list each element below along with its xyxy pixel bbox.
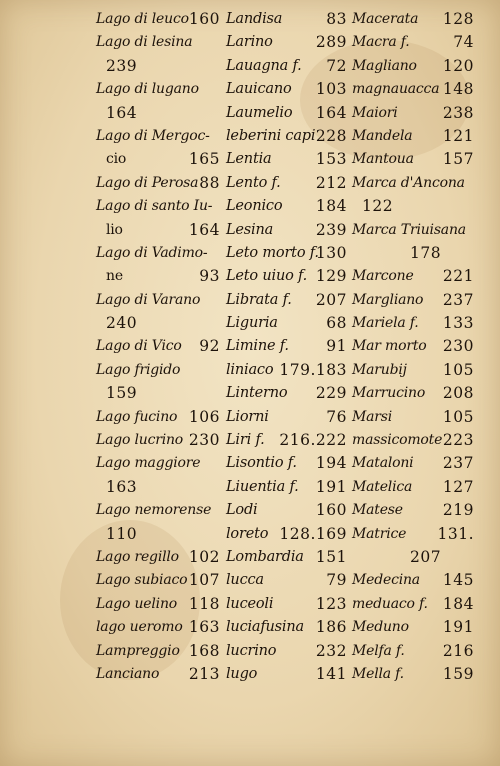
entry-page-number: 153 [315, 150, 347, 169]
entry-page-number: 159 [106, 384, 138, 403]
index-entry [96, 55, 220, 78]
entry-term: Lodi [226, 502, 258, 519]
index-entry [352, 195, 474, 218]
entry-term: Macra f. [352, 34, 410, 51]
entry-term: Leto uiuo f. [226, 268, 308, 285]
entry-page-number: 91 [326, 337, 347, 356]
entry-term: Lago di lugano [96, 81, 199, 98]
entry-term: Lago maggiore [96, 455, 201, 472]
index-entry [226, 640, 347, 663]
index-entry [96, 31, 220, 54]
entry-term: Lago di Vadimo- [96, 244, 208, 261]
entry-page-number: 118 [188, 594, 220, 613]
index-entry [96, 312, 220, 335]
entry-term: Limine f. [226, 338, 289, 355]
index-entry [96, 148, 220, 171]
entry-page-number: 105 [442, 407, 474, 426]
entry-page-number: 148 [442, 80, 474, 99]
index-entry [96, 499, 220, 522]
entry-term: Mella f. [352, 665, 404, 682]
entry-term: Marrucino [352, 385, 426, 402]
index-entry [226, 265, 347, 288]
entry-term: Lago di Vico [96, 338, 182, 355]
index-entry [352, 616, 474, 639]
entry-term: magnauacca [352, 81, 440, 98]
entry-page-number: 184 [315, 197, 347, 216]
entry-page-number: 121 [442, 126, 474, 145]
index-entry [352, 125, 474, 148]
entry-term: Marsi [352, 408, 393, 425]
entry-term: loreto [226, 525, 269, 542]
entry-term: Lago di santo Iu- [96, 198, 213, 215]
index-entry [352, 265, 474, 288]
index-entry [226, 569, 347, 592]
entry-term: Laumelio [226, 104, 293, 121]
entry-term: ne [106, 268, 123, 285]
entry-page-number: 179.183 [279, 360, 347, 379]
entry-page-number: 92 [199, 337, 220, 356]
index-column-3 [352, 8, 474, 686]
entry-page-number: 157 [442, 150, 474, 169]
entry-term: lucrino [226, 642, 277, 659]
index-entry [226, 452, 347, 475]
entry-term: Lago regillo [96, 548, 179, 565]
index-entry [352, 569, 474, 592]
entry-page-number: 68 [326, 314, 347, 333]
entry-page-number: 221 [442, 267, 474, 286]
entry-term: Meduno [352, 619, 409, 636]
entry-term: Medecina [352, 572, 420, 589]
index-entry [226, 219, 347, 242]
index-entry [226, 125, 347, 148]
entry-page-number: 228 [315, 126, 347, 145]
index-entry [226, 195, 347, 218]
index-entry [96, 359, 220, 382]
entry-page-number: 194 [315, 454, 347, 473]
index-entry [352, 55, 474, 78]
entry-term: Lago di leuco [96, 11, 189, 27]
entry-term: lucca [226, 572, 264, 589]
index-entry [96, 406, 220, 429]
index-entry [352, 289, 474, 312]
entry-page-number: 160 [188, 10, 220, 28]
index-entry [352, 8, 474, 31]
entry-page-number: 184 [442, 594, 474, 613]
index-entry [96, 78, 220, 101]
entry-term: Lago di Mergoc- [96, 127, 210, 144]
entry-page-number: 93 [199, 267, 220, 286]
index-entry [96, 663, 220, 686]
entry-page-number: 102 [188, 547, 220, 566]
entry-page-number: 219 [442, 501, 474, 520]
entry-term: Marca Triuisana [352, 221, 466, 238]
index-entry [352, 359, 474, 382]
entry-page-number: 164 [106, 103, 138, 122]
entry-term: Maiori [352, 104, 398, 121]
entry-term: lugo [226, 665, 258, 682]
index-entry [352, 219, 474, 242]
entry-term: Lampreggio [96, 642, 180, 659]
entry-term: luciafusina [226, 619, 304, 636]
index-entry [352, 640, 474, 663]
entry-term: Lauagna f. [226, 57, 302, 74]
index-entry [96, 8, 220, 31]
index-entry [96, 289, 220, 312]
entry-page-number: 239 [106, 56, 138, 75]
entry-page-number: 178 [410, 243, 442, 262]
entry-term: Landisa [226, 11, 283, 27]
entry-page-number: 145 [442, 571, 474, 590]
entry-term: Matese [352, 502, 403, 519]
entry-page-number: 207 [410, 547, 442, 566]
index-entry [96, 640, 220, 663]
entry-page-number: 127 [442, 477, 474, 496]
entry-term: Lago nemorense [96, 502, 212, 519]
entry-term: luceoli [226, 595, 274, 612]
entry-term: meduaco f. [352, 595, 428, 612]
index-entry [226, 148, 347, 171]
entry-term: lio [106, 221, 123, 238]
entry-page-number: 105 [442, 360, 474, 379]
entry-page-number: 237 [442, 454, 474, 473]
index-entry [96, 546, 220, 569]
entry-page-number: 122 [362, 197, 394, 216]
index-entry [96, 382, 220, 405]
index-entry [226, 499, 347, 522]
entry-term: Marubij [352, 361, 407, 378]
index-entry [352, 476, 474, 499]
index-entry [352, 452, 474, 475]
entry-page-number: 165 [188, 150, 220, 169]
index-entry [226, 312, 347, 335]
index-entry [352, 429, 474, 452]
entry-page-number: 160 [315, 501, 347, 520]
index-entry [96, 195, 220, 218]
entry-page-number: 164 [315, 103, 347, 122]
entry-term: Linterno [226, 385, 288, 402]
index-entry [352, 593, 474, 616]
index-entry [96, 125, 220, 148]
entry-page-number: 76 [326, 407, 347, 426]
entry-page-number: 191 [315, 477, 347, 496]
entry-term: Lago di lesina [96, 34, 193, 51]
index-entry [226, 55, 347, 78]
index-entry [226, 476, 347, 499]
entry-term: Lago uelino [96, 595, 177, 612]
entry-page-number: 120 [442, 56, 474, 75]
index-entry [352, 546, 474, 569]
index-entry [226, 546, 347, 569]
index-entry [96, 242, 220, 265]
index-column-2 [226, 8, 347, 686]
index-entry [96, 569, 220, 592]
entry-term: Leto morto f. [226, 244, 319, 261]
entry-term: Lago lucrino [96, 432, 184, 449]
entry-term: Magliano [352, 57, 417, 74]
entry-term: Liri f. [226, 432, 265, 449]
entry-term: Lago subiaco [96, 572, 188, 589]
entry-page-number: 163 [106, 477, 138, 496]
index-entry [226, 359, 347, 382]
entry-page-number: 239 [315, 220, 347, 239]
index-entry [352, 78, 474, 101]
entry-term: liniaco [226, 361, 274, 378]
index-entry [352, 31, 474, 54]
entry-page-number: 240 [106, 314, 138, 333]
entry-term: Lesina [226, 221, 274, 238]
entry-page-number: 186 [315, 618, 347, 637]
index-entry [96, 452, 220, 475]
entry-term: Matelica [352, 478, 413, 495]
entry-term: Lago di Perosa [96, 174, 199, 191]
index-entry [96, 219, 220, 242]
entry-page-number: 230 [188, 431, 220, 450]
index-entry [226, 616, 347, 639]
index-entry [226, 382, 347, 405]
index-column-1 [96, 8, 220, 686]
entry-term: Lentia [226, 151, 272, 168]
entry-page-number: 238 [442, 103, 474, 122]
entry-term: Lisontio f. [226, 455, 297, 472]
entry-page-number: 159 [442, 664, 474, 683]
entry-term: Liorni [226, 408, 269, 425]
entry-page-number: 141 [315, 664, 347, 683]
entry-page-number: 74 [453, 33, 474, 52]
entry-page-number: 128 [442, 10, 474, 28]
index-entry [226, 8, 347, 31]
entry-page-number: 130 [315, 243, 347, 262]
entry-page-number: 88 [199, 173, 220, 192]
entry-term: Lago frigido [96, 361, 181, 378]
entry-term: Marca d'Ancona [352, 174, 465, 191]
index-entry [96, 335, 220, 358]
entry-page-number: 212 [315, 173, 347, 192]
entry-page-number: 223 [442, 431, 474, 450]
entry-term: Mataloni [352, 455, 414, 472]
entry-page-number: 237 [442, 290, 474, 309]
entry-page-number: 123 [315, 594, 347, 613]
index-entry [96, 593, 220, 616]
entry-term: leberini capi [226, 127, 316, 144]
index-entry [352, 406, 474, 429]
index-entry [96, 429, 220, 452]
entry-page-number: 79 [326, 571, 347, 590]
entry-term: Melfa f. [352, 642, 405, 659]
index-entry [226, 242, 347, 265]
entry-term: lago ueromo [96, 619, 183, 636]
index-entry [226, 429, 347, 452]
entry-term: Larino [226, 34, 273, 51]
entry-term: Lombardia [226, 548, 304, 565]
index-entry [226, 593, 347, 616]
index-entry [96, 523, 220, 546]
index-entry [96, 616, 220, 639]
entry-page-number: 232 [315, 641, 347, 660]
entry-page-number: 133 [442, 314, 474, 333]
index-entry [96, 172, 220, 195]
entry-page-number: 213 [188, 664, 220, 683]
entry-term: Mar morto [352, 338, 427, 355]
entry-page-number: 289 [315, 33, 347, 52]
entry-term: Matrice [352, 525, 407, 542]
index-entry [352, 523, 474, 546]
entry-page-number: 128.169 [279, 524, 347, 543]
entry-term: Liguria [226, 315, 278, 332]
entry-term: Lento f. [226, 174, 281, 191]
entry-page-number: 107 [188, 571, 220, 590]
entry-term: Marcone [352, 268, 414, 285]
entry-page-number: 72 [326, 56, 347, 75]
entry-page-number: 168 [188, 641, 220, 660]
entry-page-number: 229 [315, 384, 347, 403]
entry-page-number: 216.222 [279, 431, 347, 450]
entry-page-number: 164 [188, 220, 220, 239]
index-entry [352, 335, 474, 358]
entry-page-number: 163 [188, 618, 220, 637]
entry-page-number: 207 [315, 290, 347, 309]
entry-page-number: 103 [315, 80, 347, 99]
index-entry [352, 172, 474, 195]
index-entry [96, 265, 220, 288]
index-entry [352, 242, 474, 265]
entry-page-number: 131. [437, 524, 474, 543]
entry-term: Lauicano [226, 81, 292, 98]
index-entry [226, 523, 347, 546]
index-entry [352, 312, 474, 335]
index-entry [226, 406, 347, 429]
index-entry [352, 499, 474, 522]
entry-term: Lago fucino [96, 408, 178, 425]
entry-term: cio [106, 151, 127, 168]
index-entry [352, 102, 474, 125]
index-entry [226, 102, 347, 125]
index-entry [226, 289, 347, 312]
entry-term: Mariela f. [352, 315, 419, 332]
index-entry [96, 102, 220, 125]
entry-term: Macerata [352, 11, 419, 27]
entry-page-number: 129 [315, 267, 347, 286]
entry-term: Margliano [352, 291, 424, 308]
entry-page-number: 191 [442, 618, 474, 637]
index-entry [352, 148, 474, 171]
entry-page-number: 208 [442, 384, 474, 403]
entry-term: Leonico [226, 198, 283, 215]
index-entry [352, 382, 474, 405]
index-entry [226, 31, 347, 54]
index-entry [96, 476, 220, 499]
index-entry [226, 172, 347, 195]
entry-term: Liuentia f. [226, 478, 299, 495]
index-entry [226, 78, 347, 101]
entry-page-number: 110 [106, 524, 138, 543]
entry-page-number: 83 [326, 10, 347, 28]
entry-page-number: 216 [442, 641, 474, 660]
entry-page-number: 230 [442, 337, 474, 356]
entry-term: Mandela [352, 127, 413, 144]
entry-page-number: 106 [188, 407, 220, 426]
entry-term: Librata f. [226, 291, 292, 308]
entry-page-number: 151 [315, 547, 347, 566]
entry-term: massicomote [352, 432, 443, 449]
index-entry [226, 663, 347, 686]
index-entry [226, 335, 347, 358]
index-entry [352, 663, 474, 686]
entry-term: Mantoua [352, 151, 414, 168]
entry-term: Lanciano [96, 665, 160, 682]
entry-term: Lago di Varano [96, 291, 201, 308]
